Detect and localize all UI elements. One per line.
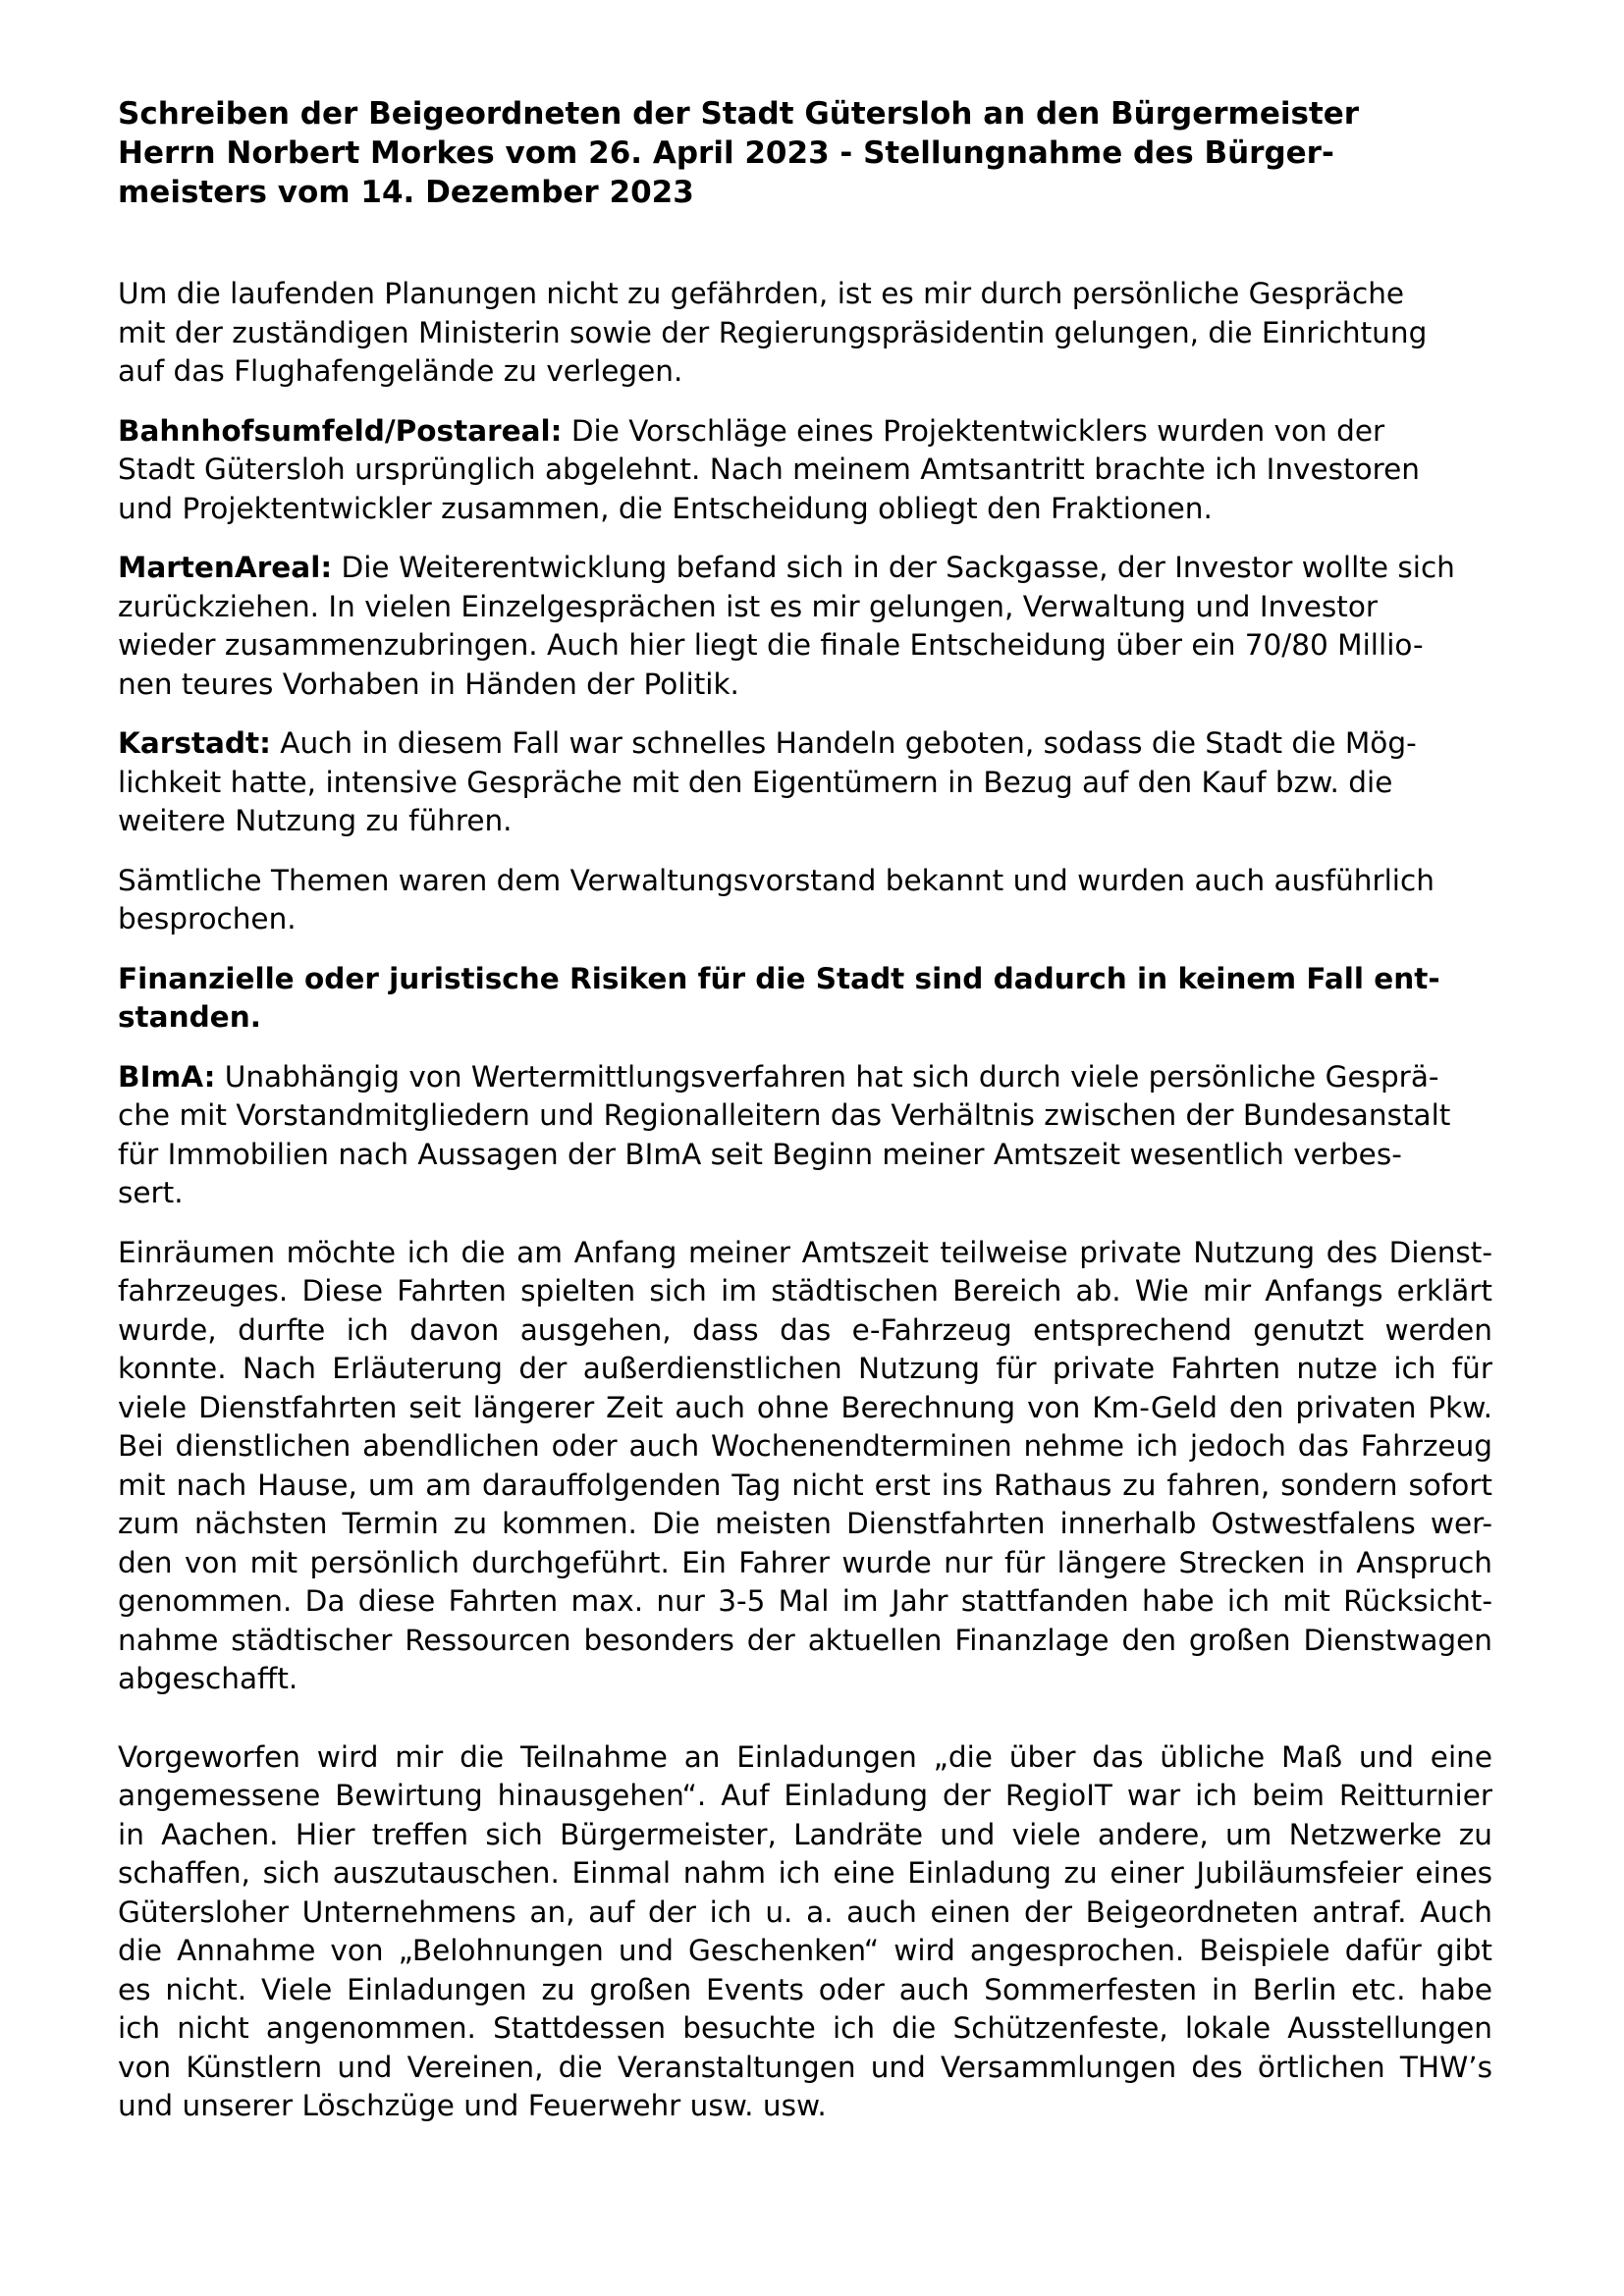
paragraph-einladungen xyxy=(118,1738,1492,2126)
text-line: Um die laufenden Planungen nicht zu gefährden, ist es mir durch persönliche Gespräche xyxy=(118,277,1405,310)
text-line: Finanzielle oder juristische Risiken für die Stadt sind dadurch in keinem Fall ent- xyxy=(118,961,1440,995)
lead-text: Auch in diesem Fall war schnelles Handeln geboten, sodass die Stadt die Mög- xyxy=(270,726,1417,760)
text-line: lichkeit hatte, intensive Gespräche mit den Eigentümern in Bezug auf den Kauf bzw. die xyxy=(118,765,1393,799)
text-line: Gütersloher Unternehmens an, auf der ich u. a. auch einen der Beigeordneten antraf. Auch xyxy=(118,1895,1492,1929)
text-line: Stadt Gütersloh ursprünglich abgelehnt. Nach meinem Amtsantritt brachte ich Investoren xyxy=(118,453,1420,486)
text-line: von Künstlern und Vereinen, die Veranstaltungen und Versammlungen des örtlichen THW’s xyxy=(118,2050,1492,2084)
text-line: konnte. Nach Erläuterung der außerdienstlichen Nutzung für private Fahrten nutze ich für xyxy=(118,1352,1492,1385)
text-line: abgeschafft. xyxy=(118,1662,298,1695)
lead-text: Unabhängig von Wertermittlungsverfahren hat sich durch viele persönliche Gesprä- xyxy=(215,1059,1439,1094)
text-line: Bei dienstlichen abendlichen oder auch Wochenendterminen nehme ich jedoch das Fahrzeug xyxy=(118,1429,1492,1463)
text-line: ich nicht angenommen. Stattdessen besuchte ich die Schützenfeste, lokale Ausstellungen xyxy=(118,2011,1492,2045)
text-line: und unserer Löschzüge und Feuerwehr usw. usw. xyxy=(118,2089,827,2122)
text-line xyxy=(118,412,1492,452)
title-line: Herrn Norbert Morkes vom 26. April 2023 - Stellungnahme des Bürger- xyxy=(118,135,1334,171)
text-line: weitere Nutzung zu führen. xyxy=(118,804,513,837)
paragraph-planungen xyxy=(118,275,1492,392)
document-title xyxy=(118,94,1492,212)
document-page xyxy=(118,94,1492,2147)
text-line: und Projektentwickler zusammen, die Entscheidung obliegt den Fraktionen. xyxy=(118,491,1213,525)
text-line: standen. xyxy=(118,1000,261,1034)
lead-text: Die Weiterentwicklung befand sich in der Sackgasse, der Investor wollte sich xyxy=(332,551,1455,584)
title-line: meisters vom 14. Dezember 2023 xyxy=(118,175,694,210)
text-line xyxy=(118,549,1492,588)
text-line: che mit Vorstandmitgliedern und Regionalleitern das Verhältnis zwischen der Bundesanstalt xyxy=(118,1098,1451,1132)
paragraph-karstadt xyxy=(118,724,1492,841)
title-line: Schreiben der Beigeordneten der Stadt Gütersloh an den Bürgermeister xyxy=(118,96,1360,132)
text-line: angemessene Bewirtung hinausgehen“. Auf Einladung der RegioIT war ich beim Reitturnier xyxy=(118,1779,1492,1812)
text-line: zurückziehen. In vielen Einzelgesprächen ist es mir gelungen, Verwaltung und Investor xyxy=(118,589,1378,623)
lead-text: Die Vorschläge eines Projektentwicklers wurden von der xyxy=(562,413,1385,448)
paragraph-martenareal xyxy=(118,549,1492,704)
text-line: mit nach Hause, um am darauffolgenden Tag nicht erst ins Rathaus zu fahren, sondern sofort xyxy=(118,1468,1492,1502)
text-line: genommen. Da diese Fahrten max. nur 3-5 Mal im Jahr stattfanden habe ich mit Rücksicht- xyxy=(118,1584,1492,1618)
text-line: auf das Flughafengelände zu verlegen. xyxy=(118,354,683,388)
text-line: für Immobilien nach Aussagen der BImA seit Beginn meiner Amtszeit wesentlich verbes- xyxy=(118,1137,1402,1171)
text-line: nen teures Vorhaben in Händen der Politik. xyxy=(118,667,739,701)
text-line: besprochen. xyxy=(118,902,297,935)
paragraph-themen xyxy=(118,862,1492,939)
text-line: Vorgeworfen wird mir die Teilnahme an Einladungen „die über das übliche Maß und eine xyxy=(118,1739,1492,1774)
text-line: die Annahme von „Belohnungen und Geschenken“ wird angesprochen. Beispiele dafür gibt xyxy=(118,1934,1492,1967)
text-line xyxy=(118,724,1492,764)
text-line xyxy=(118,1058,1492,1097)
text-line: sert. xyxy=(118,1176,184,1209)
text-line: es nicht. Viele Einladungen zu großen Events oder auch Sommerfesten in Berlin etc. habe xyxy=(118,1972,1492,2006)
text-line: den von mit persönlich durchgeführt. Ein Fahrer wurde nur für längere Strecken in Anspruch xyxy=(118,1545,1492,1579)
text-line: viele Dienstfahrten seit längerer Zeit auch ohne Berechnung von Km-Geld den privaten Pkw. xyxy=(118,1390,1492,1424)
text-line: in Aachen. Hier treffen sich Bürgermeister, Landräte und viele andere, um Netzwerke zu xyxy=(118,1817,1492,1851)
text-line: Einräumen möchte ich die am Anfang meiner Amtszeit teilweise private Nutzung des Dienst- xyxy=(118,1235,1492,1269)
paragraph-lead: Karstadt: xyxy=(118,726,271,760)
paragraph-dienstfahrzeug xyxy=(118,1234,1492,1699)
text-line: wurde, durfte ich davon ausgehen, dass das e-Fahrzeug entsprechend genutzt werden xyxy=(118,1312,1492,1347)
paragraph-risiken xyxy=(118,960,1492,1038)
text-line: fahrzeuges. Diese Fahrten spielten sich im städtischen Bereich ab. Wie mir Anfangs erklärt xyxy=(118,1274,1492,1308)
text-line: schaffen, sich auszutauschen. Einmal nahm ich eine Einladung zu einer Jubiläumsfeier eines xyxy=(118,1856,1492,1890)
text-line: wieder zusammenzubringen. Auch hier liegt die finale Entscheidung über ein 70/80 Millio- xyxy=(118,628,1424,662)
text-line: mit der zuständigen Ministerin sowie der Regierungspräsidentin gelungen, die Einrichtung xyxy=(118,315,1428,349)
paragraph-bahnhofsumfeld xyxy=(118,412,1492,529)
paragraph-lead: MartenAreal: xyxy=(118,551,333,584)
paragraph-bima xyxy=(118,1058,1492,1213)
text-line: Sämtliche Themen waren dem Verwaltungsvorstand bekannt und wurden auch ausführlich xyxy=(118,863,1435,897)
paragraph-lead: BImA: xyxy=(118,1059,216,1094)
paragraph-lead: Bahnhofsumfeld/Postareal: xyxy=(118,413,563,448)
text-line: zum nächsten Termin zu kommen. Die meisten Dienstfahrten innerhalb Ostwestfalens wer- xyxy=(118,1507,1492,1540)
text-line: nahme städtischer Ressourcen besonders der aktuellen Finanzlage den großen Dienstwagen xyxy=(118,1623,1492,1657)
